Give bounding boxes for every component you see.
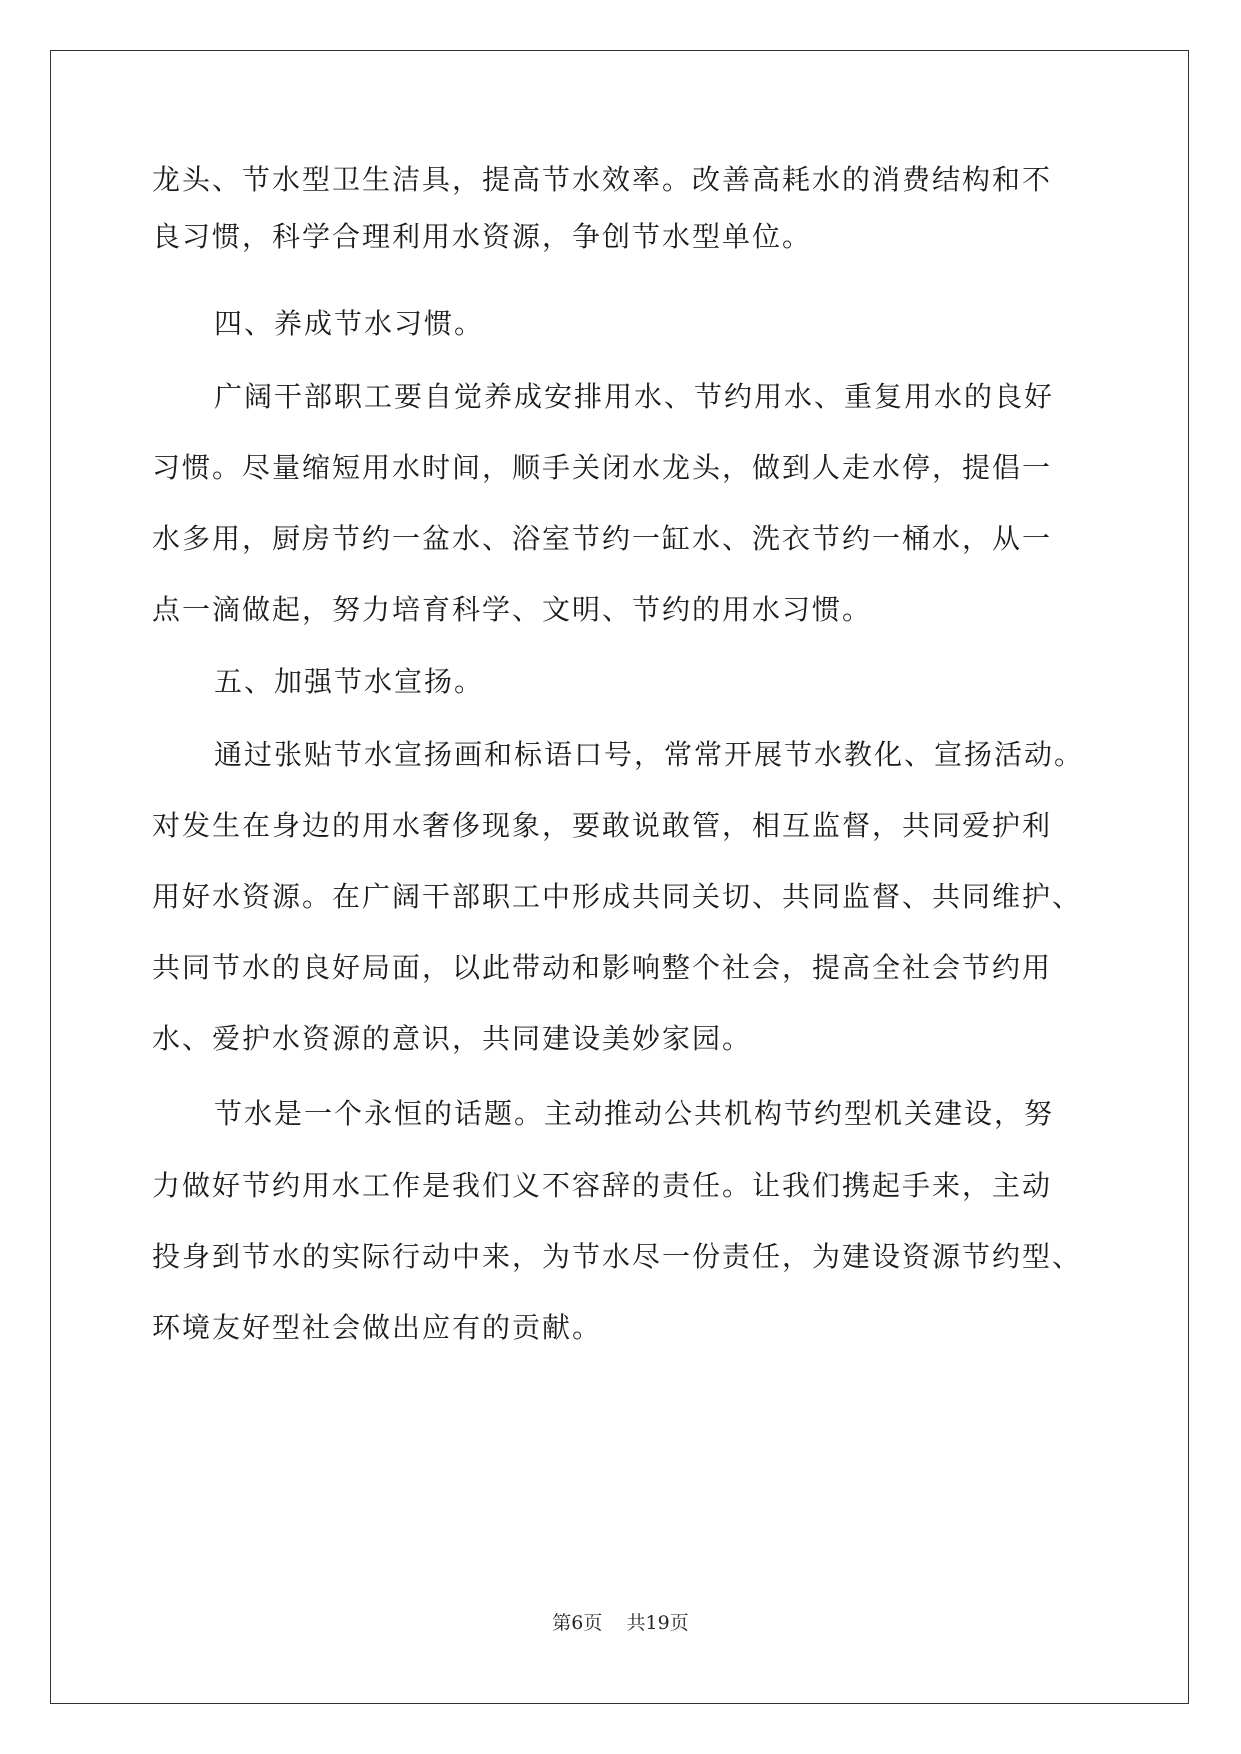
text-line: 水、爱护水资源的意识，共同建设美妙家园。: [152, 1022, 753, 1055]
page-footer: [0, 1608, 1241, 1635]
text-line: 点一滴做起，努力培育科学、文明、节约的用水习惯。: [152, 593, 873, 626]
text-line: 投身到节水的实际行动中来，为节水尽一份责任，为建设资源节约型、: [152, 1240, 1083, 1273]
page-number: 第6页: [552, 1612, 603, 1634]
text-line: 对发生在身边的用水奢侈现象，要敢说敢管，相互监督，共同爱护利: [152, 809, 1053, 842]
total-pages: 共19页: [626, 1612, 689, 1634]
text-line: 广阔干部职工要自觉养成安排用水、节约用水、重复用水的良好: [214, 380, 1055, 413]
text-line: 习惯。尽量缩短用水时间，顺手关闭水龙头，做到人走水停，提倡一: [152, 451, 1053, 484]
text-line: 用好水资源。在广阔干部职工中形成共同关切、共同监督、共同维护、: [152, 880, 1083, 913]
text-line: 节水是一个永恒的话题。主动推动公共机构节约型机关建设，努: [214, 1097, 1055, 1130]
text-line: 五、加强节水宣扬。: [214, 665, 485, 698]
text-line: 水多用，厨房节约一盆水、浴室节约一缸水、洗衣节约一桶水，从一: [152, 522, 1053, 555]
text-line: 力做好节约用水工作是我们义不容辞的责任。让我们携起手来，主动: [152, 1169, 1053, 1202]
footer-gap: [602, 1612, 626, 1634]
text-line: 良习惯，科学合理利用水资源，争创节水型单位。: [152, 220, 813, 253]
text-line: 龙头、节水型卫生洁具，提高节水效率。改善高耗水的消费结构和不: [152, 163, 1053, 196]
text-line: 环境友好型社会做出应有的贡献。: [152, 1311, 603, 1344]
text-line: 通过张贴节水宣扬画和标语口号，常常开展节水教化、宣扬活动。: [214, 738, 1085, 771]
text-line: 共同节水的良好局面，以此带动和影响整个社会，提高全社会节约用: [152, 951, 1053, 984]
text-line: 四、养成节水习惯。: [214, 307, 485, 340]
